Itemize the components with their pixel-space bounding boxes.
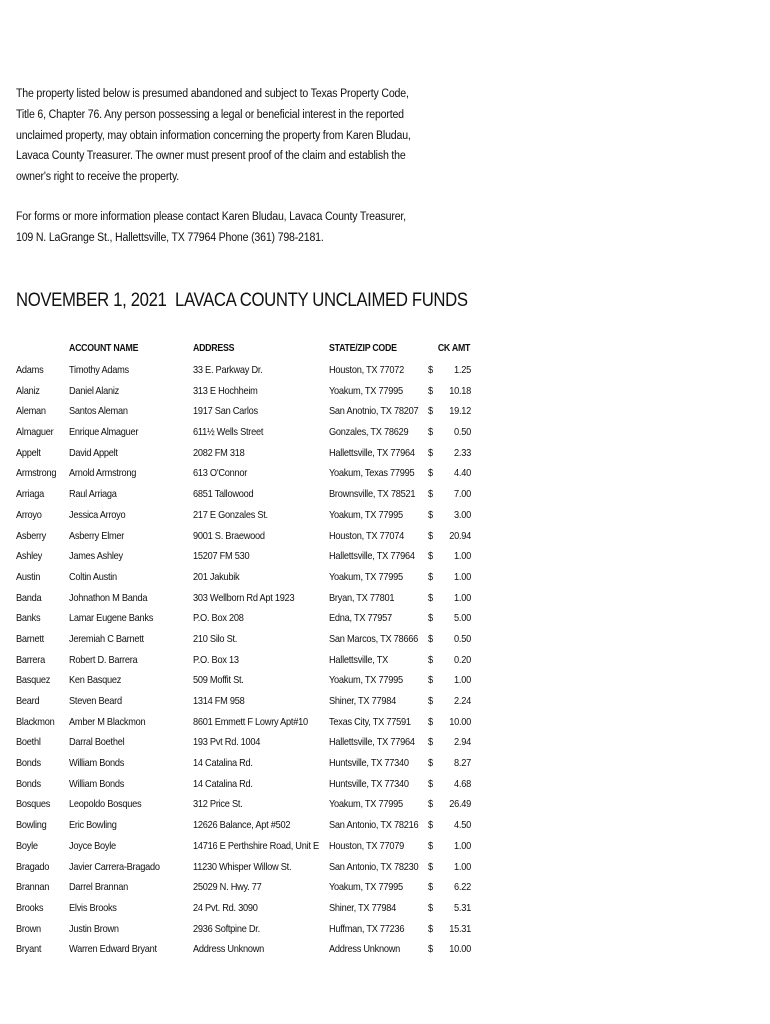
- address-cell: 8601 Emmett F Lowry Apt#10: [193, 715, 308, 728]
- state-zip-cell: Address Unknown: [329, 943, 401, 956]
- last-name-cell: Brooks: [16, 901, 44, 914]
- currency-symbol: $: [428, 757, 433, 770]
- address-cell: 509 Moffit St.: [193, 674, 244, 687]
- currency-symbol: $: [428, 529, 433, 542]
- address-cell: 14716 E Perthshire Road, Unit E: [193, 839, 319, 852]
- amount-cell: 26.49: [449, 798, 471, 811]
- address-cell: 2936 Softpine Dr.: [193, 922, 260, 935]
- amount-cell: 15.31: [449, 922, 471, 935]
- contact-line-2: 109 N. LaGrange St., Hallettsville, TX 77964 Phone (361) 798-2181.: [16, 231, 324, 244]
- last-name-cell: Aleman: [16, 405, 46, 418]
- amount-cell: 1.00: [454, 674, 471, 687]
- table-body: [16, 361, 476, 961]
- account-name-cell: Justin Brown: [69, 922, 119, 935]
- amount-cell: 4.68: [454, 777, 471, 790]
- last-name-cell: Banks: [16, 612, 41, 625]
- table-row: [16, 547, 476, 568]
- state-zip-cell: Yoakum, Texas 77995: [329, 467, 415, 480]
- amount-cell: 19.12: [449, 405, 471, 418]
- currency-symbol: $: [428, 777, 433, 790]
- last-name-cell: Bragado: [16, 860, 50, 873]
- last-name-cell: Austin: [16, 570, 41, 583]
- state-zip-cell: Houston, TX 77074: [329, 529, 404, 542]
- account-name-cell: Raul Arriaga: [69, 488, 117, 501]
- currency-symbol: $: [428, 632, 433, 645]
- state-zip-cell: Yoakum, TX 77995: [329, 881, 403, 894]
- address-cell: 12626 Balance, Apt #502: [193, 819, 291, 832]
- currency-symbol: $: [428, 405, 433, 418]
- last-name-cell: Bryant: [16, 943, 42, 956]
- last-name-cell: Appelt: [16, 446, 41, 459]
- notice-paragraph: The property listed below is presumed abandoned and subject to Texas Property Code, Title 6, Chapter 76. Any person possessing a legal or beneficial interest in the reported unclaimed property, may obtain information concerning the property from Karen Bludau, Lavaca County Treasurer. The owner must present proof of the claim and establish the owner's right to receive the property.: [16, 88, 411, 184]
- table-row: [16, 568, 476, 589]
- address-cell: 6851 Tallowood: [193, 488, 254, 501]
- amount-cell: 10.00: [449, 715, 471, 728]
- address-cell: 313 E Hochheim: [193, 384, 258, 397]
- last-name-cell: Arroyo: [16, 508, 42, 521]
- table-row: [16, 775, 476, 796]
- table-row: [16, 651, 476, 672]
- last-name-cell: Brown: [16, 922, 41, 935]
- state-zip-cell: Houston, TX 77072: [329, 364, 404, 376]
- table-row: [16, 609, 476, 630]
- account-name-cell: Robert D. Barrera: [69, 653, 138, 666]
- state-zip-cell: Yoakum, TX 77995: [329, 508, 403, 521]
- account-name-cell: Lamar Eugene Banks: [69, 612, 154, 625]
- amount-cell: 1.00: [454, 839, 471, 852]
- last-name-cell: Almaguer: [16, 426, 54, 439]
- account-name-cell: Jessica Arroyo: [69, 508, 126, 521]
- currency-symbol: $: [428, 736, 433, 749]
- amount-cell: 1.00: [454, 591, 471, 604]
- state-zip-cell: San Marcos, TX 78666: [329, 632, 419, 645]
- account-name-cell: Joyce Boyle: [69, 839, 116, 852]
- currency-symbol: $: [428, 446, 433, 459]
- last-name-cell: Asberry: [16, 529, 46, 542]
- account-name-cell: Arnold Armstrong: [69, 467, 137, 480]
- table-row: [16, 589, 476, 610]
- amount-cell: 0.50: [454, 426, 471, 439]
- state-zip-cell: Shiner, TX 77984: [329, 695, 397, 707]
- address-cell: 15207 FM 530: [193, 550, 250, 563]
- account-name-cell: Johnathon M Banda: [69, 591, 148, 604]
- table-row: [16, 733, 476, 754]
- address-cell: 611½ Wells Street: [193, 426, 264, 439]
- amount-cell: 2.94: [454, 736, 471, 749]
- state-zip-cell: Edna, TX 77957: [329, 612, 392, 625]
- table-row: [16, 485, 476, 506]
- report-title: LAVACA COUNTY UNCLAIMED FUNDS: [175, 290, 468, 311]
- amount-cell: 6.22: [454, 881, 471, 894]
- table-row: [16, 899, 476, 920]
- last-name-cell: Barrera: [16, 653, 45, 666]
- address-cell: P.O. Box 13: [193, 653, 239, 666]
- report-date: NOVEMBER 1, 2021: [16, 290, 167, 311]
- amount-cell: 0.50: [454, 632, 471, 645]
- amount-cell: 1.25: [454, 364, 471, 376]
- address-cell: 613 O'Connor: [193, 467, 248, 480]
- address-cell: 25029 N. Hwy. 77: [193, 881, 262, 894]
- address-cell: 14 Catalina Rd.: [193, 777, 253, 790]
- table-row: [16, 920, 476, 941]
- currency-symbol: $: [428, 653, 433, 666]
- table-header: [16, 340, 476, 361]
- address-cell: 14 Catalina Rd.: [193, 757, 253, 770]
- table-row: [16, 692, 476, 713]
- address-cell: 201 Jakubik: [193, 570, 240, 583]
- table-row: [16, 527, 476, 548]
- last-name-cell: Brannan: [16, 881, 50, 894]
- currency-symbol: $: [428, 922, 433, 935]
- currency-symbol: $: [428, 508, 433, 521]
- last-name-cell: Barnett: [16, 632, 44, 645]
- amount-cell: 2.33: [454, 446, 471, 459]
- account-name-cell: Darrel Brannan: [69, 881, 128, 894]
- state-zip-cell: Huntsville, TX 77340: [329, 777, 409, 790]
- amount-cell: 1.00: [454, 570, 471, 583]
- account-name-cell: Leopoldo Bosques: [69, 798, 142, 811]
- address-cell: Address Unknown: [193, 943, 265, 956]
- account-name-cell: Enrique Almaguer: [69, 426, 139, 439]
- last-name-cell: Banda: [16, 591, 42, 604]
- table-row: [16, 361, 476, 382]
- last-name-cell: Armstrong: [16, 467, 57, 480]
- amount-cell: 7.00: [454, 488, 471, 501]
- state-zip-cell: Yoakum, TX 77995: [329, 674, 403, 687]
- account-name-cell: Darral Boethel: [69, 736, 125, 749]
- address-cell: 1917 San Carlos: [193, 405, 258, 418]
- table-row: [16, 382, 476, 403]
- state-zip-cell: Yoakum, TX 77995: [329, 570, 403, 583]
- amount-cell: 1.00: [454, 860, 471, 873]
- currency-symbol: $: [428, 467, 433, 480]
- address-cell: 312 Price St.: [193, 798, 243, 811]
- currency-symbol: $: [428, 612, 433, 625]
- state-zip-cell: Hallettsville, TX 77964: [329, 446, 415, 459]
- state-zip-cell: Hallettsville, TX 77964: [329, 550, 415, 563]
- currency-symbol: $: [428, 426, 433, 439]
- address-cell: 33 E. Parkway Dr.: [193, 364, 263, 376]
- currency-symbol: $: [428, 488, 433, 501]
- currency-symbol: $: [428, 839, 433, 852]
- address-cell: 9001 S. Braewood: [193, 529, 265, 542]
- header-ck-amt: CK AMT: [437, 343, 471, 354]
- contact-paragraph: [16, 207, 421, 249]
- account-name-cell: Asberry Elmer: [69, 529, 125, 542]
- table-row: [16, 837, 476, 858]
- account-name-cell: Warren Edward Bryant: [69, 943, 157, 956]
- address-cell: 210 Silo St.: [193, 632, 238, 645]
- account-name-cell: James Ashley: [69, 550, 123, 563]
- currency-symbol: $: [428, 364, 433, 376]
- header-account-name: ACCOUNT NAME: [69, 343, 139, 354]
- state-zip-cell: Brownsville, TX 78521: [329, 488, 416, 501]
- last-name-cell: Bonds: [16, 777, 41, 790]
- amount-cell: 3.00: [454, 508, 471, 521]
- amount-cell: 10.00: [449, 943, 471, 956]
- address-cell: 24 Pvt. Rd. 3090: [193, 901, 258, 914]
- account-name-cell: Javier Carrera-Bragado: [69, 860, 160, 873]
- last-name-cell: Arriaga: [16, 488, 44, 501]
- table-row: [16, 858, 476, 879]
- account-name-cell: Coltin Austin: [69, 570, 117, 583]
- table-row: [16, 423, 476, 444]
- currency-symbol: $: [428, 674, 433, 687]
- amount-cell: 2.24: [454, 695, 471, 707]
- address-cell: 217 E Gonzales St.: [193, 508, 268, 521]
- address-cell: 2082 FM 318: [193, 446, 245, 459]
- account-name-cell: Timothy Adams: [69, 364, 129, 376]
- currency-symbol: $: [428, 901, 433, 914]
- address-cell: 303 Wellborn Rd Apt 1923: [193, 591, 295, 604]
- account-name-cell: William Bonds: [69, 777, 125, 790]
- last-name-cell: Bonds: [16, 757, 41, 770]
- currency-symbol: $: [428, 798, 433, 811]
- amount-cell: 8.27: [454, 757, 471, 770]
- table-row: [16, 506, 476, 527]
- account-name-cell: Daniel Alaniz: [69, 384, 119, 397]
- account-name-cell: Ken Basquez: [69, 674, 122, 687]
- table-row: [16, 713, 476, 734]
- last-name-cell: Alaniz: [16, 384, 40, 397]
- state-zip-cell: San Antonio, TX 78216: [329, 819, 419, 832]
- state-zip-cell: Hallettsville, TX: [329, 653, 389, 666]
- amount-cell: 5.31: [454, 901, 471, 914]
- last-name-cell: Bosques: [16, 798, 51, 811]
- amount-cell: 20.94: [449, 529, 471, 542]
- contact-line-1: For forms or more information please contact Karen Bludau, Lavaca County Treasurer,: [16, 210, 406, 223]
- amount-cell: 5.00: [454, 612, 471, 625]
- table-row: [16, 444, 476, 465]
- currency-symbol: $: [428, 943, 433, 956]
- currency-symbol: $: [428, 591, 433, 604]
- last-name-cell: Adams: [16, 364, 44, 376]
- currency-symbol: $: [428, 715, 433, 728]
- currency-symbol: $: [428, 819, 433, 832]
- currency-symbol: $: [428, 384, 433, 397]
- state-zip-cell: Yoakum, TX 77995: [329, 384, 403, 397]
- account-name-cell: William Bonds: [69, 757, 125, 770]
- state-zip-cell: San Antonio, TX 78230: [329, 860, 419, 873]
- currency-symbol: $: [428, 860, 433, 873]
- last-name-cell: Basquez: [16, 674, 51, 687]
- header-address: ADDRESS: [193, 343, 235, 354]
- address-cell: 1314 FM 958: [193, 695, 245, 707]
- last-name-cell: Bowling: [16, 819, 47, 832]
- address-cell: 11230 Whisper Willow St.: [193, 860, 292, 873]
- account-name-cell: Elvis Brooks: [69, 901, 117, 914]
- table-row: [16, 795, 476, 816]
- table-row: [16, 464, 476, 485]
- last-name-cell: Boyle: [16, 839, 38, 852]
- amount-cell: 10.18: [449, 384, 471, 397]
- table-row: [16, 630, 476, 651]
- last-name-cell: Blackmon: [16, 715, 55, 728]
- header-state-zip: STATE/ZIP CODE: [329, 343, 397, 354]
- amount-cell: 1.00: [454, 550, 471, 563]
- state-zip-cell: Yoakum, TX 77995: [329, 798, 403, 811]
- state-zip-cell: Shiner, TX 77984: [329, 901, 397, 914]
- account-name-cell: Jeremiah C Barnett: [69, 632, 144, 645]
- table-row: [16, 754, 476, 775]
- account-name-cell: Amber M Blackmon: [69, 715, 146, 728]
- state-zip-cell: Huntsville, TX 77340: [329, 757, 409, 770]
- table-row: [16, 878, 476, 899]
- account-name-cell: Santos Aleman: [69, 405, 128, 418]
- table-row: [16, 940, 476, 961]
- currency-symbol: $: [428, 695, 433, 707]
- unclaimed-funds-table: [16, 340, 476, 961]
- table-row: [16, 816, 476, 837]
- account-name-cell: David Appelt: [69, 446, 118, 459]
- currency-symbol: $: [428, 570, 433, 583]
- last-name-cell: Boethl: [16, 736, 41, 749]
- state-zip-cell: Bryan, TX 77801: [329, 591, 395, 604]
- state-zip-cell: Houston, TX 77079: [329, 839, 404, 852]
- amount-cell: 4.40: [454, 467, 471, 480]
- last-name-cell: Beard: [16, 695, 40, 707]
- currency-symbol: $: [428, 550, 433, 563]
- table-row: [16, 671, 476, 692]
- state-zip-cell: Hallettsville, TX 77964: [329, 736, 415, 749]
- table-row: [16, 402, 476, 423]
- currency-symbol: $: [428, 881, 433, 894]
- address-cell: P.O. Box 208: [193, 612, 244, 625]
- state-zip-cell: San Anotnio, TX 78207: [329, 405, 419, 418]
- state-zip-cell: Huffman, TX 77236: [329, 922, 405, 935]
- amount-cell: 4.50: [454, 819, 471, 832]
- address-cell: 193 Pvt Rd. 1004: [193, 736, 261, 749]
- notice-text: [16, 84, 421, 249]
- amount-cell: 0.20: [454, 653, 471, 666]
- account-name-cell: Eric Bowling: [69, 819, 117, 832]
- account-name-cell: Steven Beard: [69, 695, 122, 707]
- state-zip-cell: Texas City, TX 77591: [329, 715, 411, 728]
- last-name-cell: Ashley: [16, 550, 43, 563]
- state-zip-cell: Gonzales, TX 78629: [329, 426, 409, 439]
